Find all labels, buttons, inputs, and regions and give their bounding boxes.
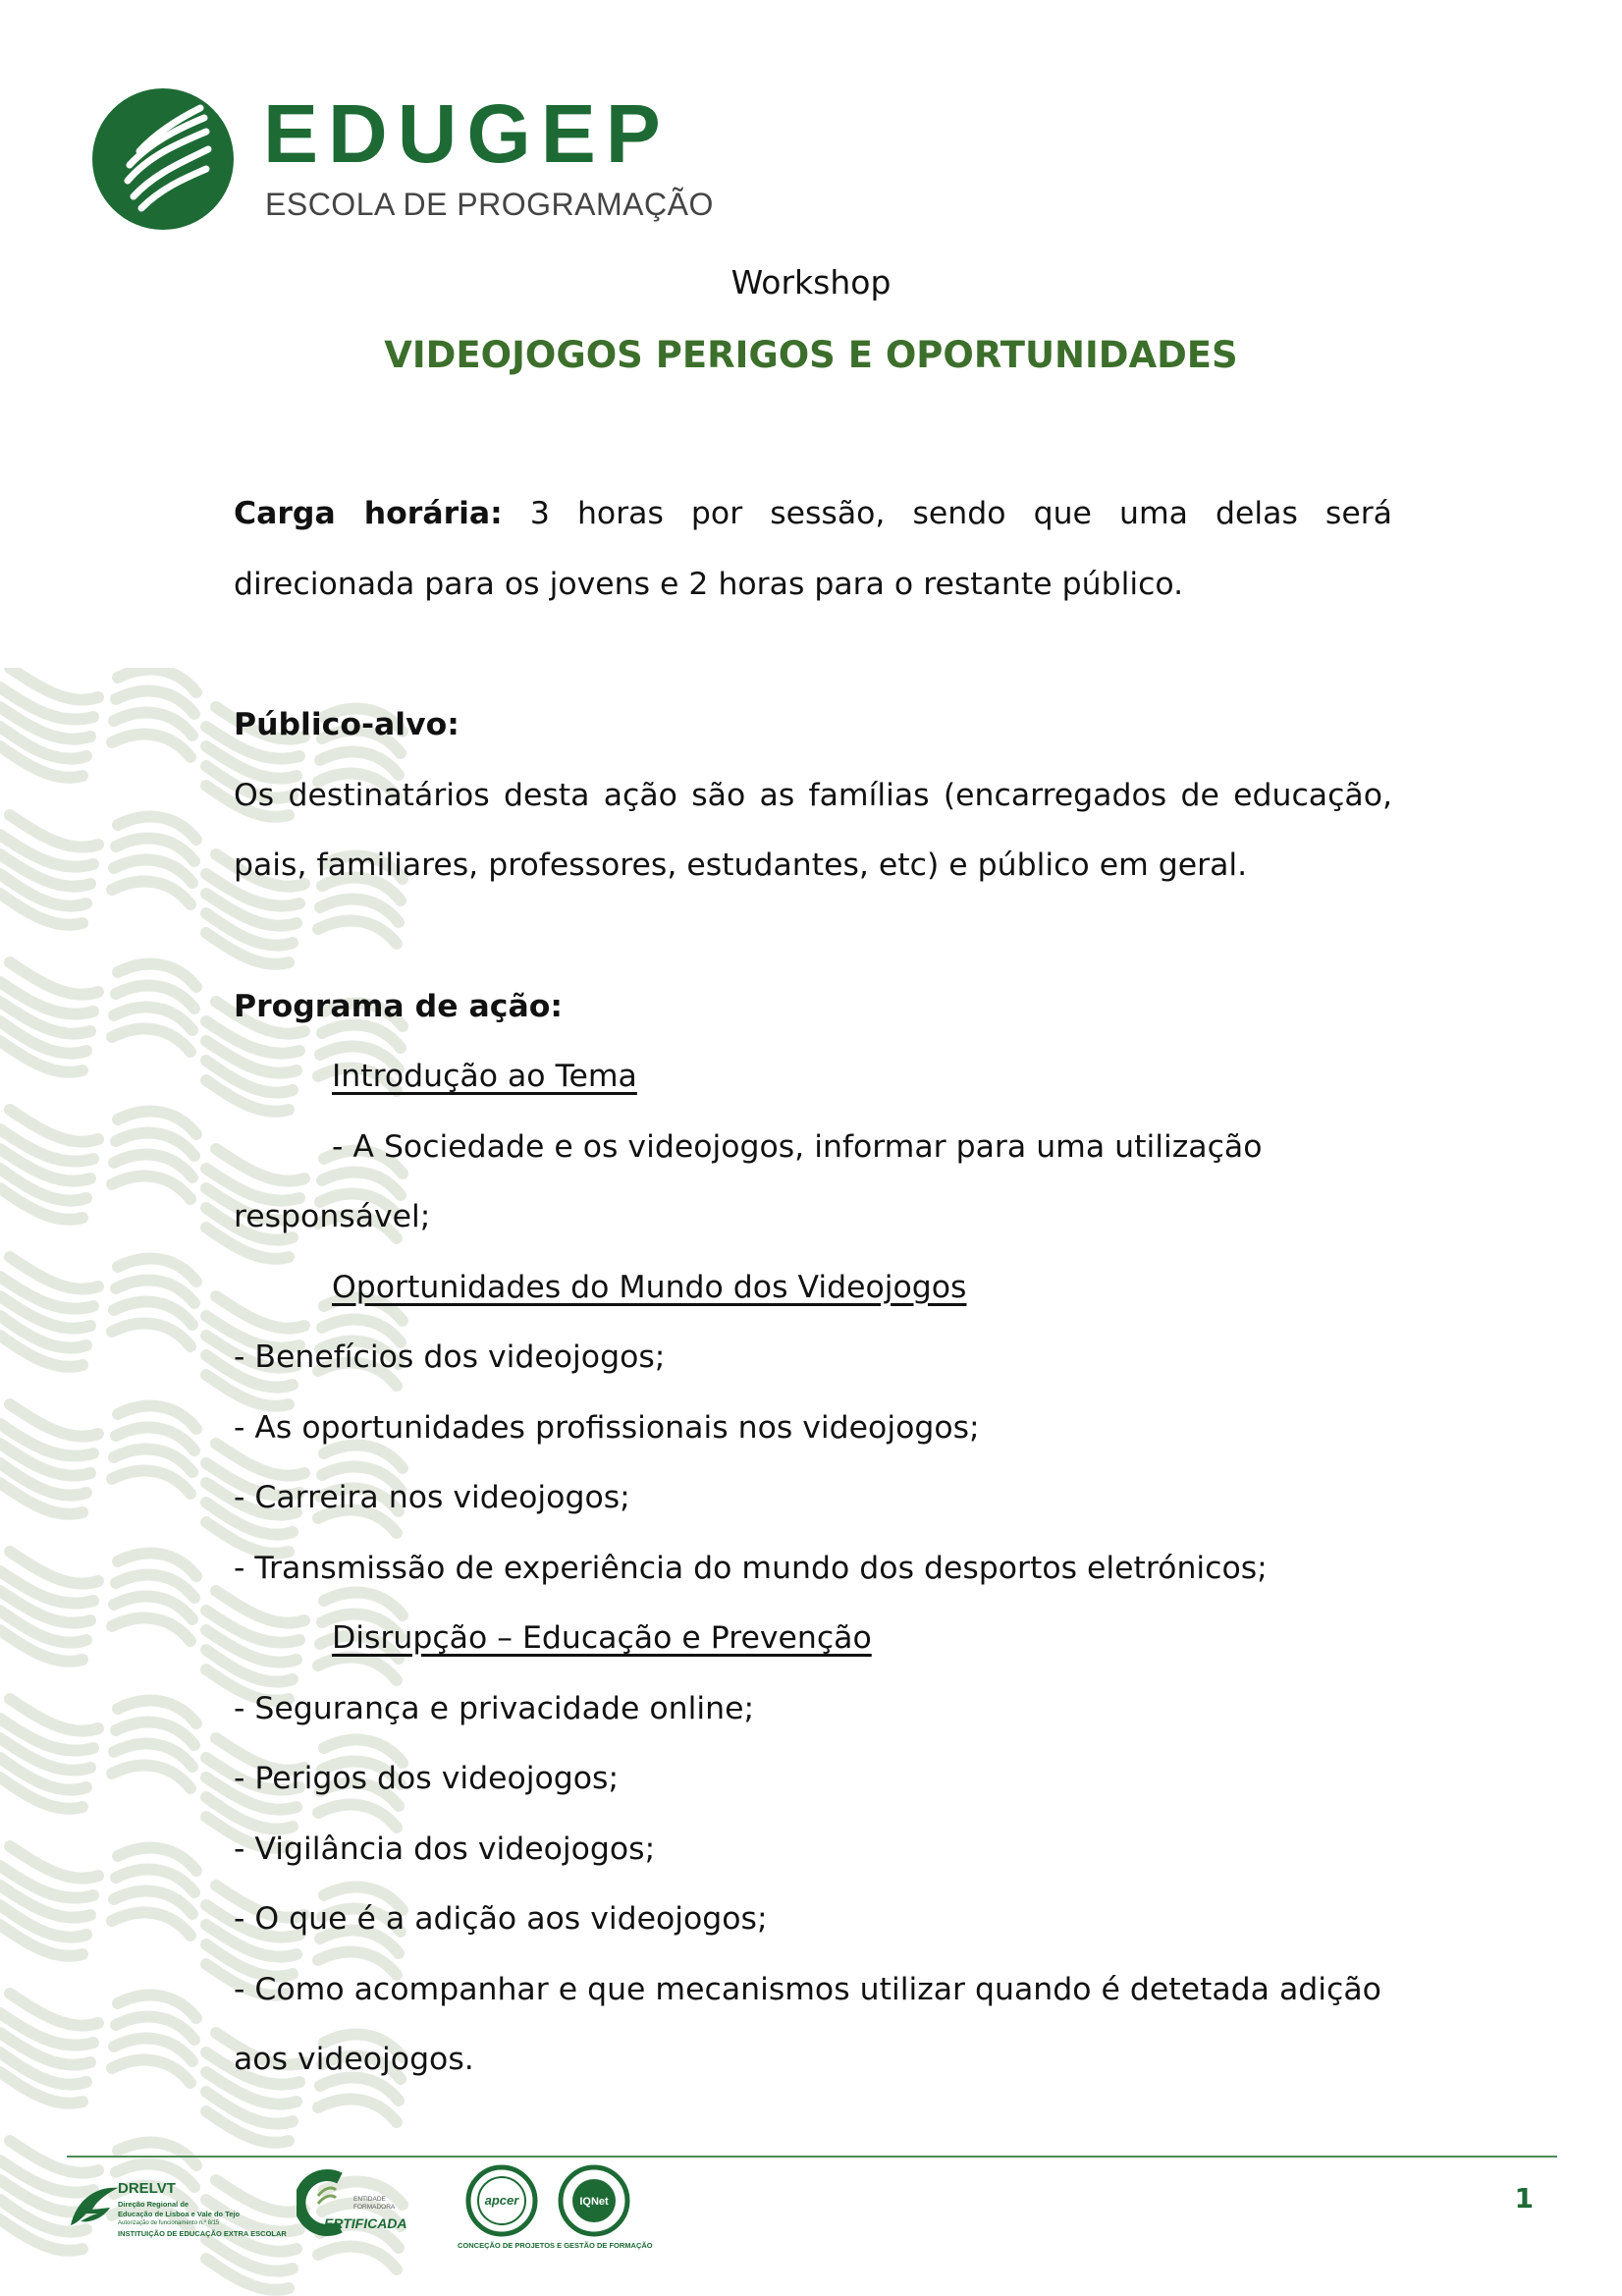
brand-name: EDUGEP — [263, 87, 671, 180]
edugep-leaf-icon — [90, 86, 236, 232]
section-text-introducao: - A Sociedade e os videojogos, informar para uma utilização responsável; — [234, 1128, 1263, 1234]
list-item: - Carreira nos videojogos; — [234, 1480, 630, 1515]
svg-text:IQNet: IQNet — [579, 2196, 609, 2208]
list-item: - Benefícios dos videojogos; — [234, 1339, 666, 1375]
svg-text:apcer: apcer — [484, 2193, 519, 2208]
section-heading-oportunidades: Oportunidades do Mundo dos Videojogos — [332, 1269, 967, 1305]
document-body — [234, 479, 1392, 2096]
list-item: - Segurança e privacidade online; — [234, 1690, 755, 1726]
apcer-seal-icon — [465, 2164, 538, 2237]
carga-label: Carga horária: — [234, 496, 503, 531]
list-item: - Como acompanhar e que mecanismos utilizar quando é detetada adição aos videojogos. — [234, 1971, 1381, 2077]
brand-tagline: ESCOLA DE PROGRAMAÇÃO — [265, 187, 714, 222]
page-number: 1 — [1514, 2182, 1534, 2214]
drelvt-e-icon — [67, 2180, 122, 2235]
document-kicker: Workshop — [730, 263, 892, 301]
carga-paragraph — [234, 479, 1392, 620]
drelvt-logo — [67, 2178, 287, 2247]
footer-divider — [67, 2156, 1557, 2158]
programa-label: Programa de ação: — [234, 988, 563, 1024]
list-item: - Perigos dos videojogos; — [234, 1761, 620, 1796]
section-heading-introducao: Introdução ao Tema — [332, 1059, 637, 1094]
drelvt-line-1: Direção Regional de — [118, 2200, 189, 2209]
publico-text: Os destinatários desta ação são as famílias (encarregados de educação, pais, familiares, professores, estudantes, etc) e público em geral. — [234, 777, 1392, 883]
certificada-text: ERTIFICADA — [324, 2215, 407, 2231]
carga-text: 3 horas por sessão, sendo que uma delas será direcionada para os jovens e 2 horas para o restante público. — [234, 496, 1392, 602]
certificada-small-text: ENTIDADE FORMADORA — [353, 2196, 396, 2211]
list-item: - Vigilância dos videojogos; — [234, 1831, 656, 1867]
drelvt-name: DRELVT — [118, 2180, 176, 2197]
certificada-logo — [297, 2168, 405, 2249]
apcer-iqnet-logos — [458, 2164, 653, 2253]
edugep-logo — [90, 86, 729, 244]
iqnet-seal-icon — [558, 2164, 630, 2237]
drelvt-line-4: INSTITUIÇÃO DE EDUCAÇÃO EXTRA ESCOLAR — [118, 2229, 287, 2238]
publico-label: Público-alvo: — [234, 707, 460, 742]
list-item: - As oportunidades profissionais nos videojogos; — [234, 1409, 980, 1446]
list-item: - Transmissão de experiência do mundo dos desportos eletrónicos; — [234, 1550, 1268, 1586]
drelvt-line-2: Educação de Lisboa e Vale do Tejo — [118, 2210, 241, 2218]
document-title: VIDEOJOGOS PERIGOS E OPORTUNIDADES — [384, 334, 1238, 376]
drelvt-line-3: Autorização de funcionamento n.º 8/15 — [118, 2220, 220, 2226]
list-item: - O que é a adição aos videojogos; — [234, 1901, 768, 1937]
apcer-caption: CONCEÇÃO DE PROJETOS E GESTÃO DE FORMAÇÃO — [458, 2241, 653, 2250]
section-heading-disrupcao: Disrupção – Educação e Prevenção — [332, 1620, 872, 1656]
